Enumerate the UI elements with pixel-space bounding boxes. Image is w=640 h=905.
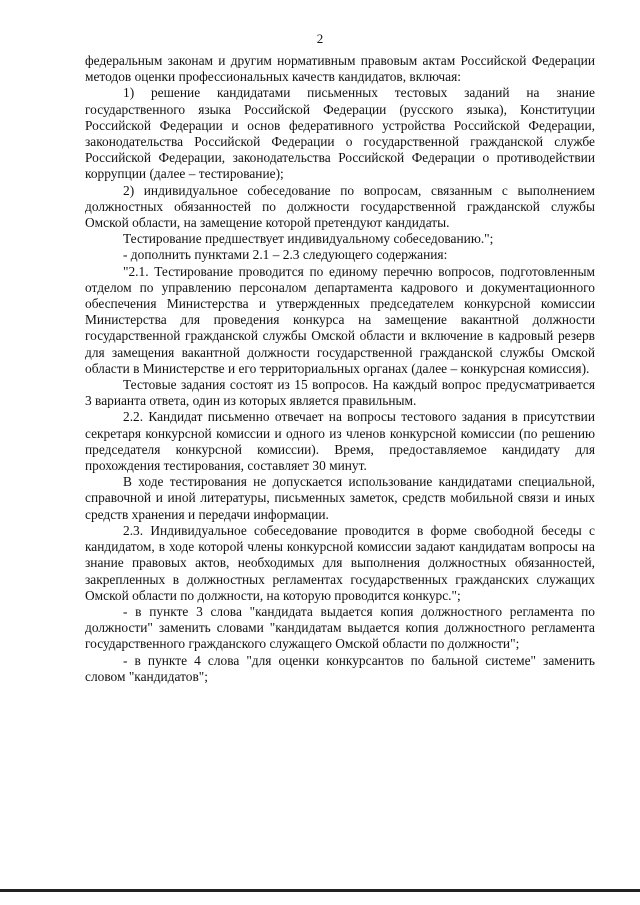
paragraph: - в пункте 3 слова "кандидата выдается копия должностного регламента по должности" заменить словами "кандидатам выдается копия должностного регламента государственного гражданского служащего Омской области по должности";: [85, 603, 595, 652]
paragraph: "2.1. Тестирование проводится по единому перечню вопросов, подготовленным отделом по управлению персоналом департамента кадрового и документационного обеспечения Министерства и утвержденных председателем конкурсной комиссии Министерства для проведения конкурса на замещение вакантной должности государственной гражданской службы Омской области и включение в кадровый резерв для замещения вакантной должности государственной гражданской службы Омской области в Министерстве и его территориальных органах (далее – конкурсная комиссия).: [85, 263, 595, 376]
page-number: 2: [316, 31, 324, 46]
paragraph: - дополнить пунктами 2.1 – 2.3 следующего содержания:: [123, 247, 448, 263]
paragraph: 2.2. Кандидат письменно отвечает на вопросы тестового задания в присутствии секретаря конкурсной комиссии и одного из членов конкурсной комиссии (по решению председателя конкурсной комиссии). Время, предоставляемое кандидату для прохождения тестирования, составляет 30 минут.: [85, 409, 595, 474]
paragraph: 2.3. Индивидуальное собеседование проводится в форме свободной беседы с кандидатом, в ходе которой члены конкурсной комиссии задают кандидатам вопросы на знание правовых актов, необходимых для выполнения должностных обязанностей, закрепленных в должностных регламентах государственных гражданских служащих Омской области по должности, на которую проводится конкурс.";: [85, 522, 595, 603]
paragraph: Тестирование предшествует индивидуальному собеседованию.";: [123, 231, 494, 247]
paragraph: - в пункте 4 слова "для оценки конкурсантов по бальной системе" заменить словом "кандидатов";: [85, 652, 595, 684]
paragraph: 1) решение кандидатами письменных тестовых заданий на знание государственного языка Российской Федерации (русского языка), Конституции Российской Федерации и основ федеративного устройства Российской Федерации, законодательства Российской Федерации о государственной гражданской службе Российской Федерации, законодательства Российской Федерации о противодействии коррупции (далее – тестирование);: [85, 85, 595, 182]
scan-bottom-edge: [0, 889, 640, 892]
paragraph: 2) индивидуальное собеседование по вопросам, связанным с выполнением должностных обязанностей по должности государственной гражданской службы Омской области, на замещение которой претендуют кандидаты.: [85, 182, 595, 231]
document-body: [85, 53, 595, 685]
paragraph: Тестовые задания состоят из 15 вопросов. На каждый вопрос предусматривается 3 варианта ответа, один из которых является правильным.: [85, 377, 595, 409]
paragraph: федеральным законам и другим нормативным правовым актам Российской Федерации методов оценки профессиональных качеств кандидатов, включая:: [85, 53, 595, 85]
paragraph: В ходе тестирования не допускается использование кандидатами специальной, справочной и иной литературы, письменных заметок, средств мобильной связи и иных средств хранения и передачи информации.: [85, 474, 595, 522]
